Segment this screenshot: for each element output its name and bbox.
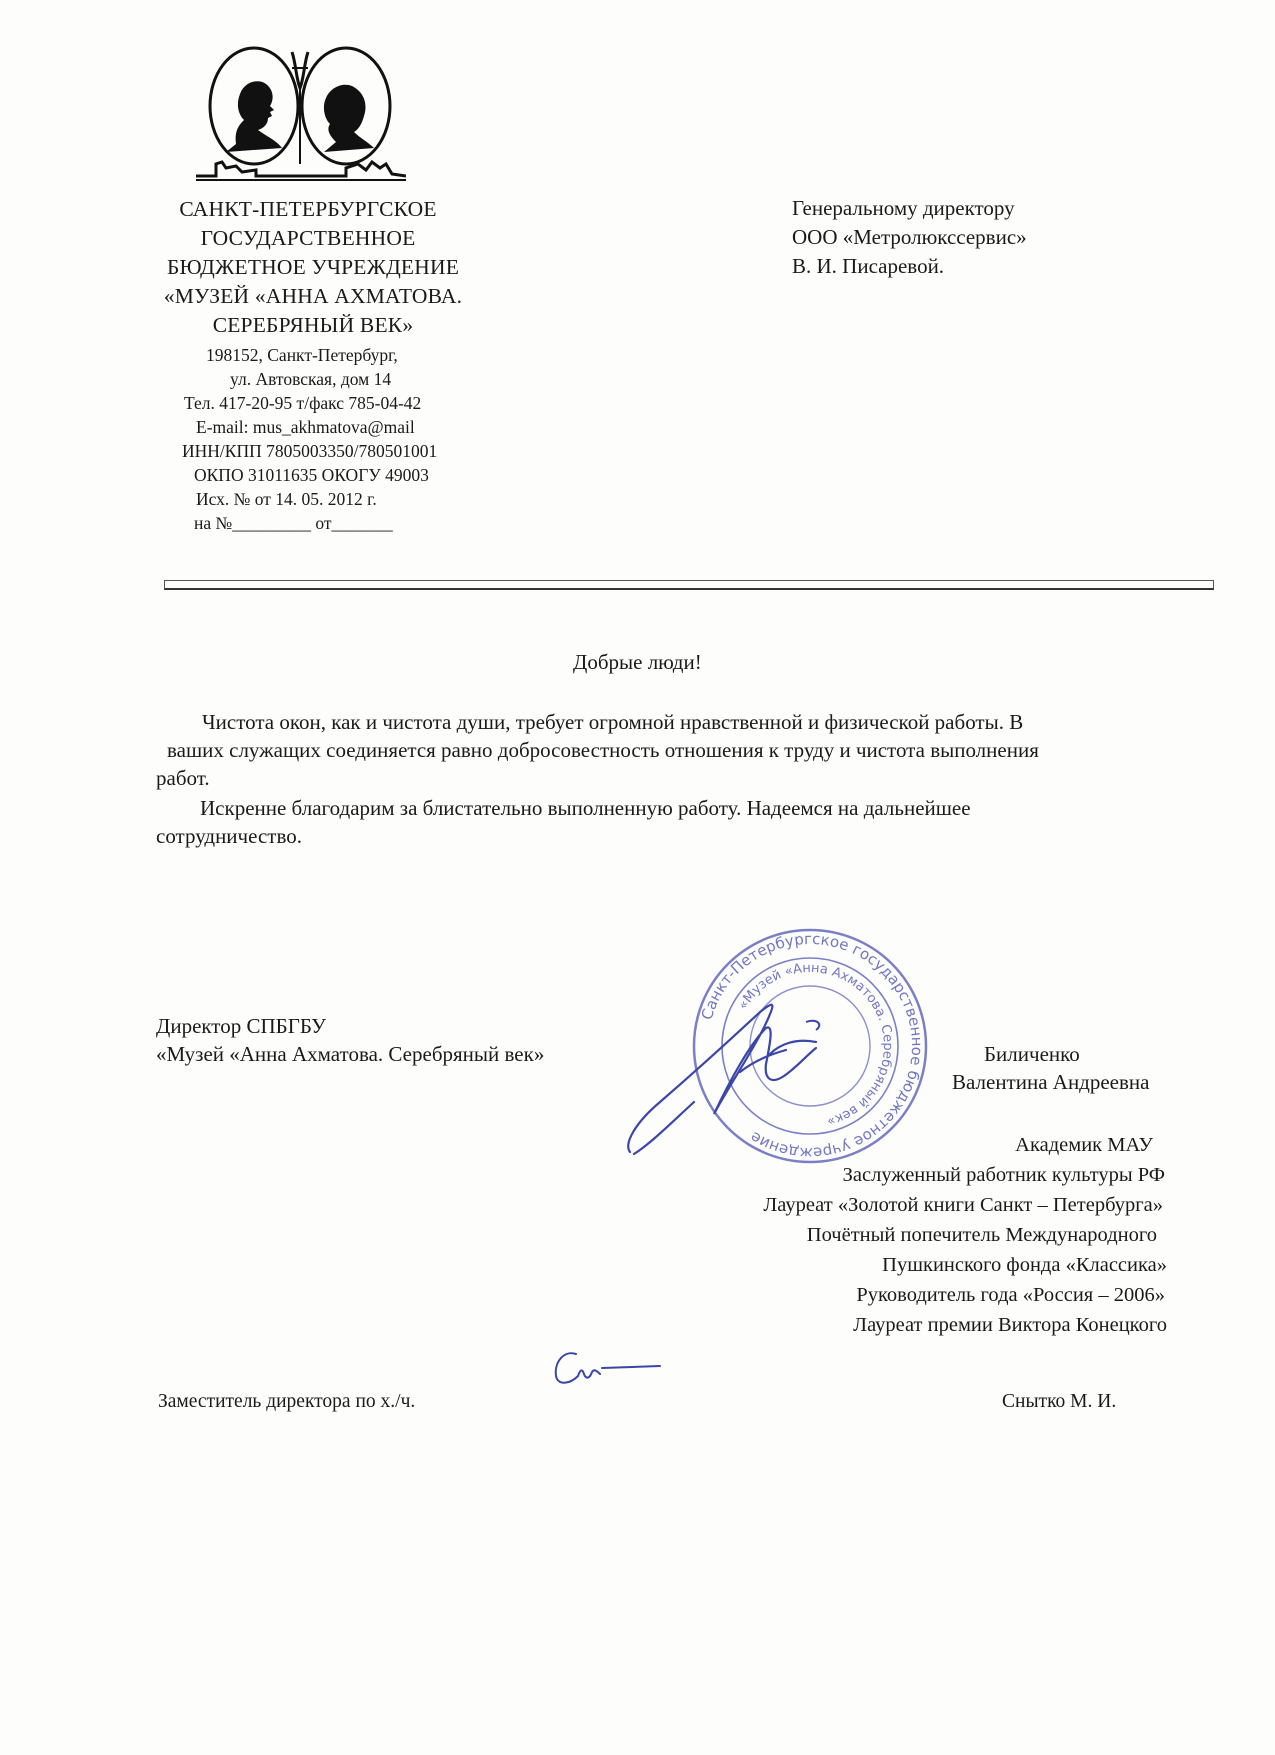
signatory-organization: «Музей «Анна Ахматова. Серебряный век» <box>156 1042 545 1066</box>
paragraph-1-line: ваших служащих соединяется равно добросовестность отношения к труду и чистота выполнения <box>167 738 1039 762</box>
salutation: Добрые люди! <box>573 650 702 674</box>
stamp-inner-text: «Музей «Анна Ахматова. Серебряный век» <box>735 960 896 1129</box>
org-name-line: САНКТ-ПЕТЕРБУРГСКОЕ <box>179 197 437 221</box>
org-okpo: ОКПО 31011635 ОКОГУ 49003 <box>194 465 429 485</box>
org-name-line: БЮДЖЕТНОЕ УЧРЕЖДЕНИЕ <box>166 255 460 279</box>
signatory-name: Валентина Андреевна <box>952 1070 1150 1094</box>
stamp-outer-text: Санкт-Петербургское государственное бюджетное учреждение <box>697 929 927 1163</box>
reference-number: на №_________ от_______ <box>194 513 393 533</box>
deputy-name: Снытко М. И. <box>1002 1391 1117 1412</box>
org-email: E-mail: mus_akhmatova@mail <box>196 417 415 437</box>
paragraph-2-line: Искренне благодарим за блистательно выполненную работу. Надеемся на дальнейшее <box>200 796 971 820</box>
deputy-signature-icon <box>548 1344 668 1394</box>
org-name-line: «МУЗЕЙ «АННА АХМАТОВА. <box>163 284 463 308</box>
museum-logo-icon <box>196 44 406 184</box>
paragraph-1-line: работ. <box>156 766 210 790</box>
org-inn: ИНН/КПП 7805003350/780501001 <box>182 441 438 461</box>
addressee-position: Генеральному директору <box>792 196 1015 220</box>
org-address-street: ул. Автовская, дом 14 <box>230 369 392 389</box>
signatory-title: Почётный попечитель Международного <box>806 1224 1157 1246</box>
signatory-title: Пушкинского фонда «Классика» <box>882 1254 1167 1276</box>
signatory-title: Заслуженный работник культуры РФ <box>842 1164 1165 1186</box>
org-phone: Тел. 417-20-95 т/факс 785-04-42 <box>184 393 422 413</box>
signatory-title: Лауреат «Золотой книги Санкт – Петербурга» <box>763 1194 1163 1216</box>
addressee-name: В. И. Писаревой. <box>792 254 945 278</box>
signatory-title: Руководитель года «Россия – 2006» <box>856 1284 1165 1306</box>
signatory-title: Академик МАУ <box>1015 1134 1153 1156</box>
signatory-title: Лауреат премии Виктора Конецкого <box>853 1314 1167 1336</box>
org-name-line: СЕРЕБРЯНЫЙ ВЕК» <box>212 313 414 337</box>
signatory-position: Директор СПБГБУ <box>156 1014 327 1038</box>
deputy-position: Заместитель директора по х./ч. <box>158 1391 416 1412</box>
org-name-line: ГОСУДАРСТВЕННОЕ <box>200 226 416 250</box>
outgoing-number: Исх. № от 14. 05. 2012 г. <box>196 489 377 509</box>
addressee-company: ООО «Метролюкссервис» <box>792 225 1027 249</box>
letterhead-divider <box>164 580 1214 590</box>
signatory-surname: Биличенко <box>984 1042 1080 1066</box>
director-signature-icon <box>620 984 880 1164</box>
org-address-city: 198152, Санкт-Петербург, <box>206 345 398 365</box>
paragraph-2-line: сотрудничество. <box>156 824 302 848</box>
paragraph-1-line: Чистота окон, как и чистота души, требует огромной нравственной и физической работы. В <box>202 710 1024 734</box>
